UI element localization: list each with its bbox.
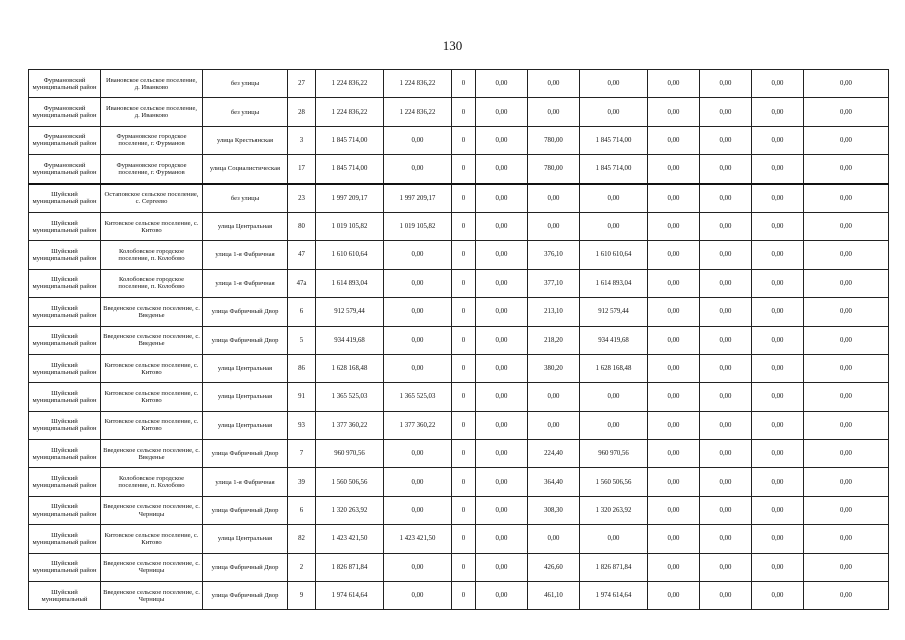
cell-cost-d: 0,00 — [804, 184, 889, 213]
cell-cost-a: 0,00 — [648, 298, 700, 326]
table-row — [29, 98, 889, 126]
cell-cost-facade: 0 — [452, 126, 476, 154]
cell-district: Фурмановский муниципальный район — [29, 70, 101, 98]
cell-cost-b: 0,00 — [700, 126, 752, 154]
table-row — [29, 298, 889, 326]
table-row — [29, 70, 889, 98]
cell-settlement: Колобовское городское поселение, п. Колобово — [101, 269, 203, 297]
cell-cost-b: 0,00 — [700, 468, 752, 496]
cell-cost-systems: 1 610 610,64 — [580, 241, 648, 269]
cell-cost-c: 0,00 — [752, 184, 804, 213]
cell-cost-systems: 0,00 — [580, 98, 648, 126]
cell-cost-roof: 0,00 — [384, 496, 452, 524]
cell-district: Шуйский муниципальный район — [29, 326, 101, 354]
cell-area: 224,40 — [528, 440, 580, 468]
cell-cost-c: 0,00 — [752, 212, 804, 240]
cell-cost-facade: 0 — [452, 98, 476, 126]
cell-street: улица Фабричный Двор — [203, 553, 288, 581]
cell-cost-roof: 0,00 — [384, 155, 452, 184]
cell-cost-facade: 0 — [452, 155, 476, 184]
cell-cost-basement: 0,00 — [476, 383, 528, 411]
table-row — [29, 269, 889, 297]
cell-area: 218,20 — [528, 326, 580, 354]
cell-cost-a: 0,00 — [648, 155, 700, 184]
cell-settlement: Ивановское сельское поселение, д. Иванково — [101, 98, 203, 126]
table-row — [29, 241, 889, 269]
cell-cost-systems: 0,00 — [580, 383, 648, 411]
cell-settlement: Введенское сельское поселение, с. Черницы — [101, 496, 203, 524]
cell-settlement: Введенское сельское поселение, с. Введенье — [101, 298, 203, 326]
cell-house-number: 28 — [288, 98, 316, 126]
cell-total-cost: 1 610 610,64 — [316, 241, 384, 269]
cell-cost-b: 0,00 — [700, 326, 752, 354]
cell-cost-b: 0,00 — [700, 98, 752, 126]
table-row — [29, 496, 889, 524]
cell-cost-c: 0,00 — [752, 582, 804, 610]
cell-settlement: Китовское сельское поселение, с. Китово — [101, 383, 203, 411]
cell-cost-basement: 0,00 — [476, 582, 528, 610]
cell-cost-systems: 0,00 — [580, 411, 648, 439]
cell-cost-b: 0,00 — [700, 269, 752, 297]
cell-street: улица Центральная — [203, 525, 288, 553]
cell-cost-systems: 0,00 — [580, 525, 648, 553]
cell-street: улица Центральная — [203, 354, 288, 382]
cell-cost-d: 0,00 — [804, 582, 889, 610]
cell-total-cost: 1 224 836,22 — [316, 70, 384, 98]
cell-cost-d: 0,00 — [804, 354, 889, 382]
table-row — [29, 184, 889, 213]
cell-cost-a: 0,00 — [648, 326, 700, 354]
cell-cost-c: 0,00 — [752, 383, 804, 411]
cell-cost-facade: 0 — [452, 326, 476, 354]
cell-cost-c: 0,00 — [752, 468, 804, 496]
cell-cost-c: 0,00 — [752, 70, 804, 98]
cell-district: Шуйский муниципальный район — [29, 241, 101, 269]
cell-street: улица Фабричный Двор — [203, 582, 288, 610]
table-body — [29, 70, 889, 610]
cell-total-cost: 1 320 263,92 — [316, 496, 384, 524]
cell-cost-basement: 0,00 — [476, 553, 528, 581]
cell-cost-basement: 0,00 — [476, 298, 528, 326]
cell-cost-facade: 0 — [452, 70, 476, 98]
cell-settlement: Китовское сельское поселение, с. Китово — [101, 212, 203, 240]
cell-total-cost: 1 377 360,22 — [316, 411, 384, 439]
cell-district: Шуйский муниципальный район — [29, 411, 101, 439]
cell-district: Шуйский муниципальный — [29, 582, 101, 610]
cell-area: 377,10 — [528, 269, 580, 297]
cell-cost-a: 0,00 — [648, 525, 700, 553]
cell-cost-basement: 0,00 — [476, 241, 528, 269]
table-row — [29, 155, 889, 184]
cell-cost-roof: 0,00 — [384, 553, 452, 581]
cell-cost-basement: 0,00 — [476, 184, 528, 213]
cell-cost-roof: 1 224 836,22 — [384, 70, 452, 98]
cell-cost-c: 0,00 — [752, 298, 804, 326]
cell-district: Шуйский муниципальный район — [29, 440, 101, 468]
cell-area: 0,00 — [528, 383, 580, 411]
cell-cost-roof: 0,00 — [384, 126, 452, 154]
cell-house-number: 27 — [288, 70, 316, 98]
cell-district: Шуйский муниципальный район — [29, 553, 101, 581]
cell-street: улица Центральная — [203, 383, 288, 411]
cell-cost-basement: 0,00 — [476, 525, 528, 553]
cell-house-number: 47а — [288, 269, 316, 297]
cell-area: 380,20 — [528, 354, 580, 382]
cell-cost-roof: 0,00 — [384, 326, 452, 354]
cell-cost-b: 0,00 — [700, 411, 752, 439]
cell-house-number: 91 — [288, 383, 316, 411]
cell-total-cost: 934 419,68 — [316, 326, 384, 354]
cell-district: Шуйский муниципальный район — [29, 525, 101, 553]
cell-cost-basement: 0,00 — [476, 126, 528, 154]
cell-cost-c: 0,00 — [752, 241, 804, 269]
cell-settlement: Введенское сельское поселение, с. Черницы — [101, 553, 203, 581]
cell-cost-c: 0,00 — [752, 126, 804, 154]
cell-cost-b: 0,00 — [700, 70, 752, 98]
cell-settlement: Остаповское сельское поселение, с. Сергеево — [101, 184, 203, 213]
cell-cost-roof: 1 224 836,22 — [384, 98, 452, 126]
cell-district: Шуйский муниципальный район — [29, 298, 101, 326]
cell-cost-basement: 0,00 — [476, 326, 528, 354]
cell-district: Шуйский муниципальный район — [29, 496, 101, 524]
cell-cost-b: 0,00 — [700, 184, 752, 213]
cell-cost-b: 0,00 — [700, 582, 752, 610]
cell-cost-roof: 1 423 421,50 — [384, 525, 452, 553]
cell-total-cost: 1 423 421,50 — [316, 525, 384, 553]
cell-cost-systems: 1 628 168,48 — [580, 354, 648, 382]
cell-cost-b: 0,00 — [700, 155, 752, 184]
cell-cost-systems: 0,00 — [580, 70, 648, 98]
cell-cost-a: 0,00 — [648, 383, 700, 411]
cell-settlement: Введенское сельское поселение, с. Введенье — [101, 326, 203, 354]
cell-district: Шуйский муниципальный район — [29, 468, 101, 496]
cell-area: 0,00 — [528, 212, 580, 240]
cell-cost-b: 0,00 — [700, 496, 752, 524]
table-row — [29, 525, 889, 553]
cell-cost-roof: 1 377 360,22 — [384, 411, 452, 439]
cell-settlement: Фурмановское городское поселение, г. Фурманов — [101, 155, 203, 184]
table-row — [29, 383, 889, 411]
table-row — [29, 326, 889, 354]
cell-street: улица Центральная — [203, 212, 288, 240]
cell-cost-roof: 0,00 — [384, 354, 452, 382]
cell-district: Фурмановский муниципальный район — [29, 126, 101, 154]
cell-cost-roof: 1 365 525,03 — [384, 383, 452, 411]
cell-cost-d: 0,00 — [804, 468, 889, 496]
cell-cost-facade: 0 — [452, 582, 476, 610]
cell-district: Шуйский муниципальный район — [29, 184, 101, 213]
cell-house-number: 2 — [288, 553, 316, 581]
cell-cost-d: 0,00 — [804, 411, 889, 439]
cell-area: 0,00 — [528, 525, 580, 553]
cell-cost-d: 0,00 — [804, 553, 889, 581]
cell-area: 213,10 — [528, 298, 580, 326]
cell-cost-systems: 1 560 506,56 — [580, 468, 648, 496]
cell-cost-d: 0,00 — [804, 298, 889, 326]
cell-cost-c: 0,00 — [752, 155, 804, 184]
table-row — [29, 553, 889, 581]
cell-cost-c: 0,00 — [752, 440, 804, 468]
cell-cost-b: 0,00 — [700, 354, 752, 382]
cell-cost-c: 0,00 — [752, 553, 804, 581]
cell-cost-c: 0,00 — [752, 354, 804, 382]
cell-cost-systems: 1 614 893,04 — [580, 269, 648, 297]
cell-cost-facade: 0 — [452, 383, 476, 411]
cell-cost-d: 0,00 — [804, 98, 889, 126]
cell-cost-basement: 0,00 — [476, 496, 528, 524]
cell-cost-facade: 0 — [452, 553, 476, 581]
cell-district: Фурмановский муниципальный район — [29, 98, 101, 126]
cell-cost-roof: 0,00 — [384, 269, 452, 297]
cell-house-number: 86 — [288, 354, 316, 382]
cell-total-cost: 1 845 714,00 — [316, 155, 384, 184]
cell-area: 0,00 — [528, 411, 580, 439]
cell-cost-a: 0,00 — [648, 496, 700, 524]
table-row — [29, 468, 889, 496]
cell-cost-b: 0,00 — [700, 298, 752, 326]
cell-cost-a: 0,00 — [648, 440, 700, 468]
cell-total-cost: 1 560 506,56 — [316, 468, 384, 496]
cell-district: Фурмановский муниципальный район — [29, 155, 101, 184]
cell-cost-roof: 0,00 — [384, 440, 452, 468]
cell-street: улица Фабричный Двор — [203, 440, 288, 468]
cell-cost-a: 0,00 — [648, 184, 700, 213]
cell-cost-systems: 1 974 614,64 — [580, 582, 648, 610]
cell-area: 0,00 — [528, 70, 580, 98]
cell-cost-roof: 0,00 — [384, 468, 452, 496]
cell-total-cost: 1 365 525,03 — [316, 383, 384, 411]
cell-settlement: Китовское сельское поселение, с. Китово — [101, 354, 203, 382]
cell-cost-d: 0,00 — [804, 269, 889, 297]
cell-house-number: 93 — [288, 411, 316, 439]
cell-cost-basement: 0,00 — [476, 440, 528, 468]
cell-cost-basement: 0,00 — [476, 269, 528, 297]
cell-cost-systems: 912 579,44 — [580, 298, 648, 326]
cell-cost-d: 0,00 — [804, 155, 889, 184]
cell-cost-b: 0,00 — [700, 241, 752, 269]
cell-settlement: Китовское сельское поселение, с. Китово — [101, 411, 203, 439]
cell-cost-systems: 1 320 263,92 — [580, 496, 648, 524]
cell-street: улица 1-я Фабричная — [203, 468, 288, 496]
cell-cost-facade: 0 — [452, 496, 476, 524]
cell-street: без улицы — [203, 70, 288, 98]
cell-cost-facade: 0 — [452, 241, 476, 269]
cell-street: улица 1-я Фабричная — [203, 269, 288, 297]
cell-cost-c: 0,00 — [752, 525, 804, 553]
cell-area: 376,10 — [528, 241, 580, 269]
cell-total-cost: 1 614 893,04 — [316, 269, 384, 297]
cell-cost-basement: 0,00 — [476, 468, 528, 496]
cell-cost-a: 0,00 — [648, 553, 700, 581]
cell-settlement: Введенское сельское поселение, с. Черницы — [101, 582, 203, 610]
cell-house-number: 39 — [288, 468, 316, 496]
cell-cost-d: 0,00 — [804, 383, 889, 411]
cell-cost-c: 0,00 — [752, 326, 804, 354]
cell-cost-c: 0,00 — [752, 269, 804, 297]
cell-cost-a: 0,00 — [648, 98, 700, 126]
cell-cost-systems: 0,00 — [580, 212, 648, 240]
cell-cost-facade: 0 — [452, 269, 476, 297]
cell-total-cost: 1 974 614,64 — [316, 582, 384, 610]
cell-house-number: 3 — [288, 126, 316, 154]
cell-area: 0,00 — [528, 184, 580, 213]
cell-cost-systems: 0,00 — [580, 184, 648, 213]
cell-cost-c: 0,00 — [752, 496, 804, 524]
cell-cost-b: 0,00 — [700, 440, 752, 468]
cell-cost-basement: 0,00 — [476, 354, 528, 382]
cell-house-number: 6 — [288, 298, 316, 326]
cell-cost-d: 0,00 — [804, 70, 889, 98]
cell-cost-d: 0,00 — [804, 525, 889, 553]
cell-settlement: Фурмановское городское поселение, г. Фурманов — [101, 126, 203, 154]
cell-cost-facade: 0 — [452, 468, 476, 496]
cell-cost-basement: 0,00 — [476, 155, 528, 184]
cell-cost-d: 0,00 — [804, 241, 889, 269]
cell-cost-b: 0,00 — [700, 212, 752, 240]
cell-area: 780,00 — [528, 126, 580, 154]
cell-cost-a: 0,00 — [648, 468, 700, 496]
cell-total-cost: 912 579,44 — [316, 298, 384, 326]
cell-cost-d: 0,00 — [804, 126, 889, 154]
cell-house-number: 82 — [288, 525, 316, 553]
cell-cost-roof: 0,00 — [384, 241, 452, 269]
cell-cost-facade: 0 — [452, 212, 476, 240]
cell-cost-roof: 1 019 105,82 — [384, 212, 452, 240]
page-number: 130 — [442, 38, 463, 53]
cell-cost-systems: 960 970,56 — [580, 440, 648, 468]
cell-cost-systems: 1 845 714,00 — [580, 126, 648, 154]
cell-cost-b: 0,00 — [700, 383, 752, 411]
cell-cost-facade: 0 — [452, 440, 476, 468]
cell-cost-basement: 0,00 — [476, 212, 528, 240]
cell-cost-d: 0,00 — [804, 440, 889, 468]
cell-cost-basement: 0,00 — [476, 98, 528, 126]
cell-total-cost: 1 224 836,22 — [316, 98, 384, 126]
cell-house-number: 6 — [288, 496, 316, 524]
table-row — [29, 126, 889, 154]
cell-cost-a: 0,00 — [648, 126, 700, 154]
cell-cost-basement: 0,00 — [476, 411, 528, 439]
cell-total-cost: 1 826 871,84 — [316, 553, 384, 581]
cell-cost-a: 0,00 — [648, 354, 700, 382]
cell-cost-facade: 0 — [452, 354, 476, 382]
cell-street: улица Крестьянская — [203, 126, 288, 154]
cell-cost-c: 0,00 — [752, 411, 804, 439]
cell-house-number: 9 — [288, 582, 316, 610]
cell-cost-facade: 0 — [452, 411, 476, 439]
cell-street: улица Фабричный Двор — [203, 326, 288, 354]
cell-cost-c: 0,00 — [752, 98, 804, 126]
cell-cost-d: 0,00 — [804, 496, 889, 524]
cell-cost-a: 0,00 — [648, 269, 700, 297]
table-row — [29, 440, 889, 468]
cell-house-number: 80 — [288, 212, 316, 240]
cell-district: Шуйский муниципальный район — [29, 383, 101, 411]
cell-cost-a: 0,00 — [648, 582, 700, 610]
cell-street: улица Социалистическая — [203, 155, 288, 184]
cell-cost-a: 0,00 — [648, 241, 700, 269]
cell-house-number: 5 — [288, 326, 316, 354]
cell-area: 780,00 — [528, 155, 580, 184]
cell-street: без улицы — [203, 98, 288, 126]
cell-cost-facade: 0 — [452, 184, 476, 213]
cell-cost-d: 0,00 — [804, 212, 889, 240]
cell-cost-roof: 1 997 209,17 — [384, 184, 452, 213]
housing-repair-table — [28, 69, 889, 610]
cell-cost-b: 0,00 — [700, 553, 752, 581]
cell-cost-a: 0,00 — [648, 212, 700, 240]
cell-settlement: Введенское сельское поселение, с. Введенье — [101, 440, 203, 468]
cell-district: Шуйский муниципальный район — [29, 269, 101, 297]
cell-district: Шуйский муниципальный район — [29, 354, 101, 382]
cell-street: улица Фабричный Двор — [203, 496, 288, 524]
cell-cost-roof: 0,00 — [384, 582, 452, 610]
cell-house-number: 17 — [288, 155, 316, 184]
cell-total-cost: 960 970,56 — [316, 440, 384, 468]
cell-street: без улицы — [203, 184, 288, 213]
cell-cost-facade: 0 — [452, 298, 476, 326]
cell-settlement: Колобовское городское поселение, п. Колобово — [101, 241, 203, 269]
cell-settlement: Колобовское городское поселение, п. Колобово — [101, 468, 203, 496]
cell-area: 0,00 — [528, 98, 580, 126]
cell-cost-a: 0,00 — [648, 70, 700, 98]
cell-street: улица Центральная — [203, 411, 288, 439]
table-row — [29, 411, 889, 439]
cell-area: 364,40 — [528, 468, 580, 496]
cell-settlement: Ивановское сельское поселение, д. Иванково — [101, 70, 203, 98]
cell-settlement: Китовское сельское поселение, с. Китово — [101, 525, 203, 553]
cell-cost-systems: 934 419,68 — [580, 326, 648, 354]
cell-cost-d: 0,00 — [804, 326, 889, 354]
cell-street: улица 1-я Фабричная — [203, 241, 288, 269]
cell-total-cost: 1 997 209,17 — [316, 184, 384, 213]
cell-area: 461,10 — [528, 582, 580, 610]
cell-area: 308,30 — [528, 496, 580, 524]
table-row — [29, 354, 889, 382]
cell-total-cost: 1 628 168,48 — [316, 354, 384, 382]
cell-total-cost: 1 845 714,00 — [316, 126, 384, 154]
cell-house-number: 23 — [288, 184, 316, 213]
cell-cost-systems: 1 826 871,84 — [580, 553, 648, 581]
cell-house-number: 7 — [288, 440, 316, 468]
cell-cost-basement: 0,00 — [476, 70, 528, 98]
table-row — [29, 212, 889, 240]
cell-district: Шуйский муниципальный район — [29, 212, 101, 240]
cell-cost-a: 0,00 — [648, 411, 700, 439]
cell-area: 426,60 — [528, 553, 580, 581]
cell-street: улица Фабричный Двор — [203, 298, 288, 326]
cell-cost-systems: 1 845 714,00 — [580, 155, 648, 184]
cell-cost-facade: 0 — [452, 525, 476, 553]
cell-cost-b: 0,00 — [700, 525, 752, 553]
cell-total-cost: 1 019 105,82 — [316, 212, 384, 240]
table-row — [29, 582, 889, 610]
cell-cost-roof: 0,00 — [384, 298, 452, 326]
cell-house-number: 47 — [288, 241, 316, 269]
